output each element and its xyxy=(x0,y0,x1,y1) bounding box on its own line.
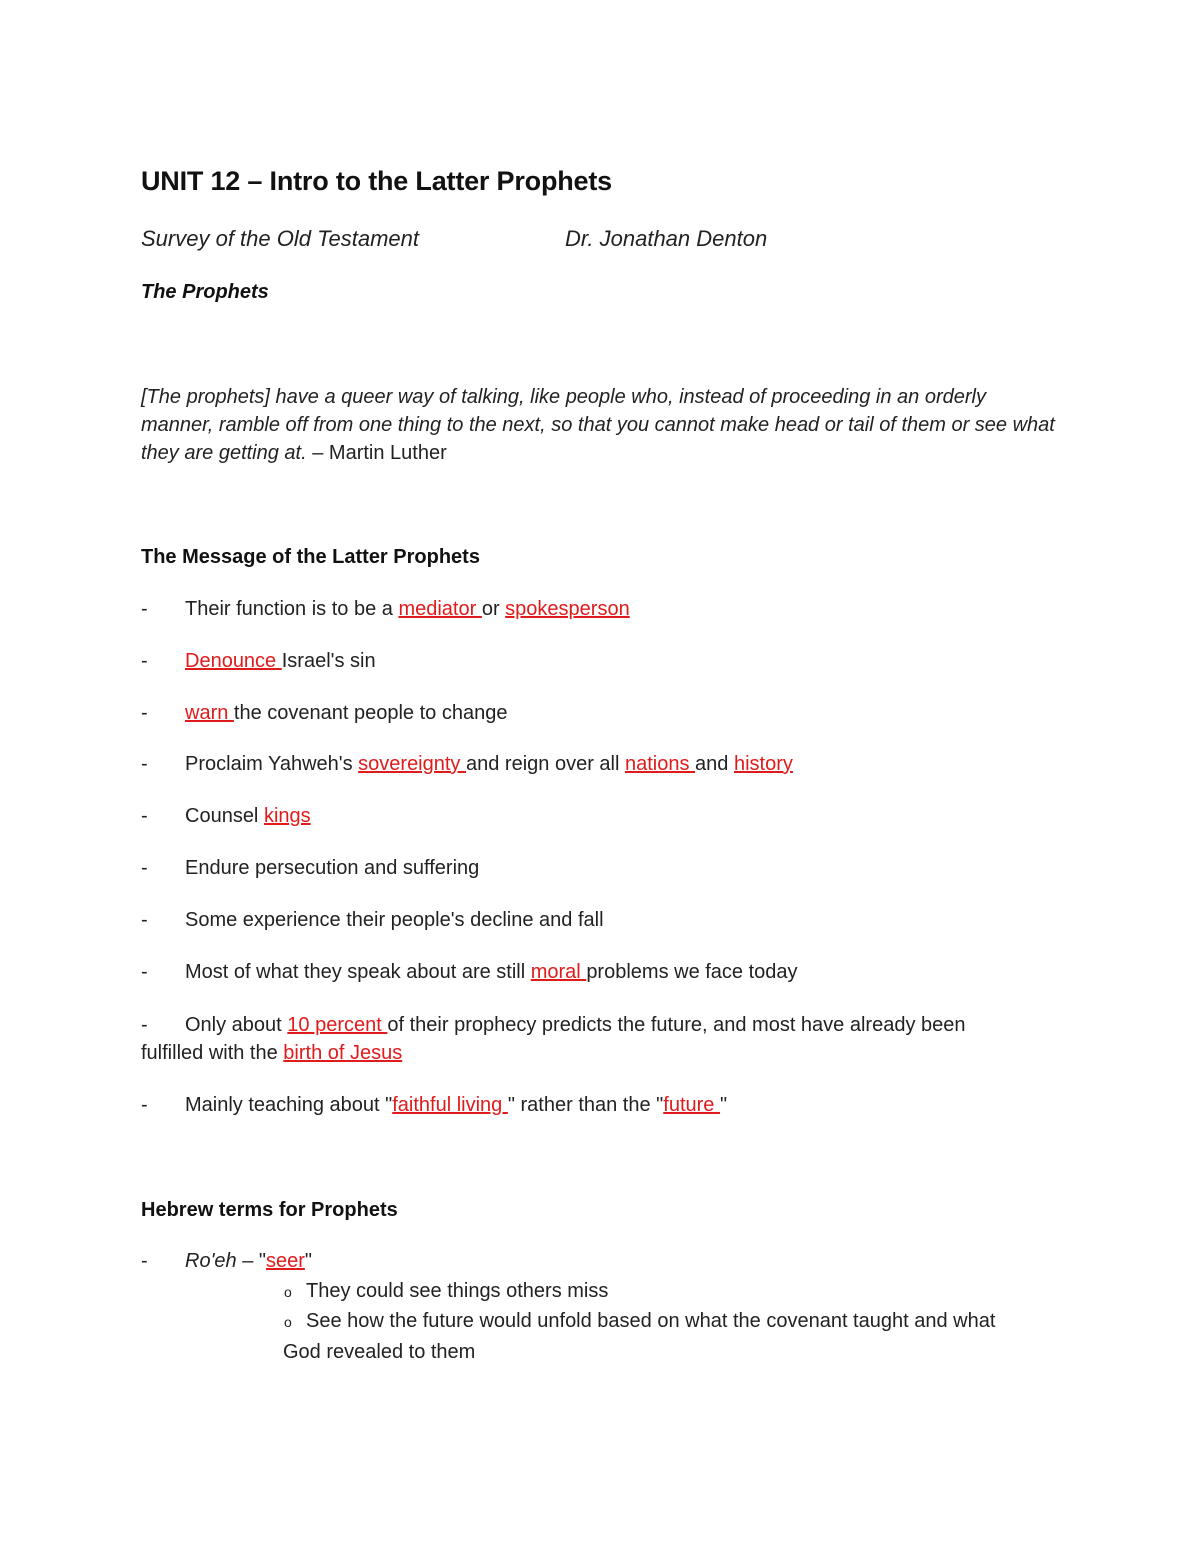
list-item xyxy=(141,650,376,673)
text-run: fulfilled with the xyxy=(141,1042,284,1064)
document-title: UNIT 12 – Intro to the Latter Prophets xyxy=(141,166,612,196)
text-run: Endure persecution and suffering xyxy=(185,857,480,879)
text-run: Some experience their people's decline and fall xyxy=(185,909,604,931)
text-run: " rather than the " xyxy=(507,1094,664,1116)
section-heading-hebrew: Hebrew terms for Prophets xyxy=(141,1199,398,1221)
section-heading-prophets: The Prophets xyxy=(141,281,269,303)
fill-in-answer: 10 percent xyxy=(287,1014,388,1036)
text-run: Only about xyxy=(185,1014,288,1036)
dash-marker: - xyxy=(141,1094,148,1116)
text-run: of their prophecy predicts the future, and most have already been xyxy=(387,1014,966,1036)
fill-in-answer: Denounce xyxy=(185,650,282,672)
dash-marker: - xyxy=(141,857,148,879)
text-run: " xyxy=(719,1094,728,1116)
dash-marker: - xyxy=(141,1014,148,1036)
list-item xyxy=(141,1250,312,1273)
dash-marker: - xyxy=(141,1250,148,1272)
circle-bullet-icon: o xyxy=(284,1284,292,1300)
fill-in-answer: sovereignty xyxy=(358,753,466,775)
dash-marker: - xyxy=(141,650,148,672)
fill-in-answer: mediator xyxy=(398,598,482,620)
fill-in-answer: future xyxy=(663,1094,720,1116)
text-run: – " xyxy=(236,1250,266,1272)
fill-in-answer: warn xyxy=(185,702,234,724)
list-item-continuation xyxy=(141,1042,402,1065)
dash-marker: - xyxy=(141,805,148,827)
list-item xyxy=(141,1094,727,1117)
fill-in-answer: spokesperson xyxy=(505,598,630,620)
fill-in-answer: history xyxy=(733,753,793,775)
list-item xyxy=(141,1014,966,1037)
quote-text: [The prophets] have a queer way of talking, like people who, instead of proceeding in an orderly manner, ramble off from one thing to the next, so that you cannot make head or tail of them or see what they are getting at. xyxy=(141,386,1055,464)
text-run: the covenant people to change xyxy=(233,702,508,724)
text-run: Most of what they speak about are still xyxy=(185,961,531,983)
text-run: Counsel xyxy=(185,805,264,827)
dash-marker: - xyxy=(141,702,148,724)
dash-marker: - xyxy=(141,961,148,983)
list-item xyxy=(141,961,798,984)
fill-in-answer: seer xyxy=(265,1250,305,1272)
text-run: and xyxy=(695,753,734,775)
text-run: See how the future would unfold based on what the covenant taught and what xyxy=(306,1310,996,1332)
list-item xyxy=(141,909,604,932)
text-run: or xyxy=(481,598,506,620)
list-item xyxy=(141,805,311,828)
instructor-name: Dr. Jonathan Denton xyxy=(565,226,768,251)
list-item xyxy=(141,702,507,725)
text-run: Israel's sin xyxy=(281,650,376,672)
text-run: Proclaim Yahweh's xyxy=(185,753,359,775)
text-run: They could see things others miss xyxy=(306,1280,609,1302)
dash-marker: - xyxy=(141,909,148,931)
sub-list-item xyxy=(284,1310,995,1333)
text-run: Mainly teaching about " xyxy=(185,1094,393,1116)
fill-in-answer: birth of Jesus xyxy=(283,1042,403,1064)
dash-marker: - xyxy=(141,753,148,775)
hebrew-term: Ro'eh xyxy=(185,1250,237,1272)
luther-quote xyxy=(141,383,1061,467)
list-item xyxy=(141,598,630,621)
list-item xyxy=(141,857,479,880)
dash-marker: - xyxy=(141,598,148,620)
text-run: problems we face today xyxy=(586,961,798,983)
circle-bullet-icon: o xyxy=(284,1314,292,1330)
sub-list-item-continuation: God revealed to them xyxy=(283,1341,476,1363)
text-run: Their function is to be a xyxy=(185,598,399,620)
fill-in-answer: faithful living xyxy=(392,1094,508,1116)
text-run: " xyxy=(304,1250,312,1272)
course-name: Survey of the Old Testament xyxy=(141,226,419,251)
list-item xyxy=(141,753,793,776)
fill-in-answer: kings xyxy=(263,805,311,827)
fill-in-answer: nations xyxy=(624,753,696,775)
sub-list-item xyxy=(284,1280,608,1303)
section-heading-message: The Message of the Latter Prophets xyxy=(141,546,480,568)
fill-in-answer: moral xyxy=(530,961,587,983)
text-run: and reign over all xyxy=(466,753,625,775)
quote-attribution: – Martin Luther xyxy=(306,442,447,464)
